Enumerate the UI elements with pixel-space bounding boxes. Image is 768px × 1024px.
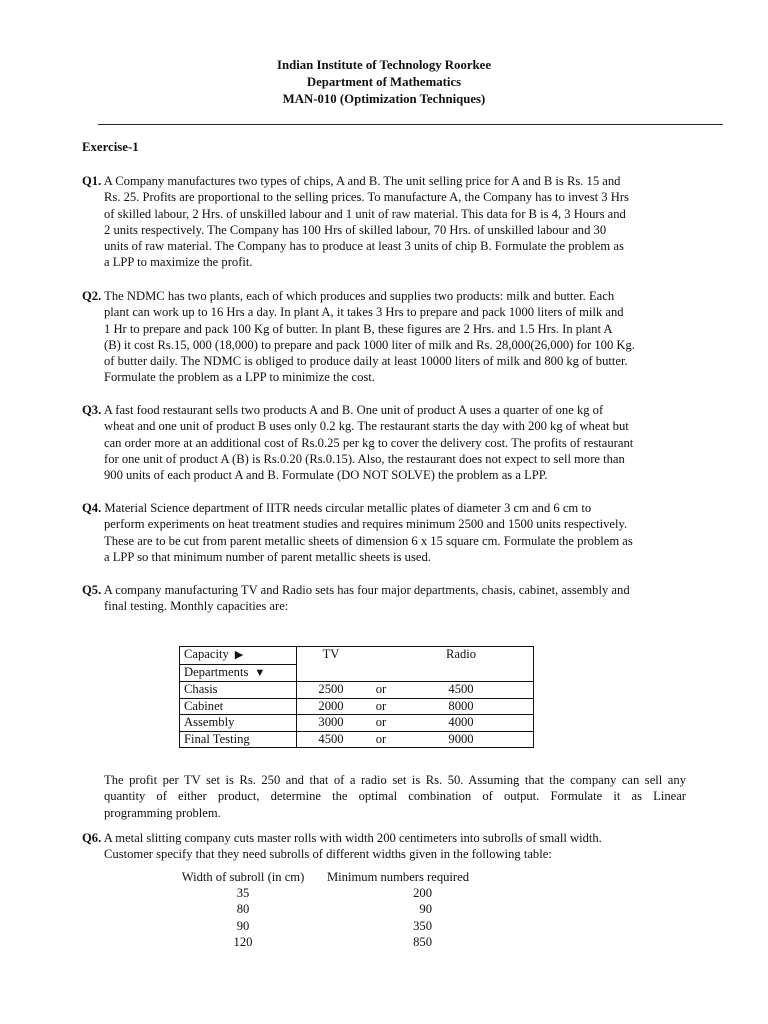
arrow-down-icon: ▼ [254,666,266,679]
question-number: Q2. [82,289,102,303]
question-line: The NDMC has two plants, each of which produces and supplies two products: milk and butter. Each [104,289,615,303]
header-divider [98,124,723,125]
radio-capacity: 4000 [448,715,474,729]
question-number: Q1. [82,174,102,188]
width-column-header: Width of subroll (in cm) [181,870,305,884]
paragraph-line: The profit per TV set is Rs. 250 and that of a radio set is Rs. 50. Assuming that the company can sell any [104,773,686,787]
question-number: Q5. [82,583,102,597]
question-line: A fast food restaurant sells two products A and B. One unit of product A uses a quarter of one kg of [103,403,604,417]
question-4 [82,500,688,565]
department-cell: Final Testing [180,731,297,748]
table-header-row [172,869,482,885]
question-number: Q3. [82,403,102,417]
radio-capacity: 8000 [448,698,474,713]
question-number: Q6. [82,831,102,845]
question-line: a LPP to maximize the profit. [104,255,253,270]
subroll-width: 90 [236,918,250,933]
or-text: or [375,731,387,746]
or-text: or [375,715,387,729]
tv-capacity: 2000 [318,698,344,713]
question-line: of skilled labour, 2 Hrs. of unskilled labour and 1 unit of raw material. This data for B is 4, 3 Hours and [104,206,626,221]
question-line: Material Science department of IITR needs circular metallic plates of diameter 3 cm and 6 cm to [104,501,592,515]
question-2 [82,288,688,386]
capacity-label-cell: Capacity ▶ [180,647,297,665]
capacity-table [179,646,534,748]
document-header [0,57,768,108]
tv-capacity: 2500 [318,682,344,696]
department-name: Department of Mathematics [306,75,462,89]
department-cell: Chasis [180,682,297,699]
question-1 [82,173,688,271]
table-row [172,901,482,917]
question-line: final testing. Monthly capacities are: [104,599,289,614]
question-line: (B) it cost Rs.15, 000 (18,000) to prepare and pack 1000 liter of milk and Rs. 28,000(26,000) for 100 Kg. [104,337,635,352]
radio-capacity: 9000 [448,731,474,746]
departments-label-cell: Departments ▼ [180,664,297,682]
question-line: plant can work up to 16 Hrs a day. In plant A, it takes 3 Hrs to prepare and pack 1000 liters of milk and [104,305,624,320]
radio-capacity: 4500 [448,682,474,696]
min-required: 350 [413,918,432,933]
tv-capacity: 3000 [318,715,344,729]
tv-capacity: 4500 [318,731,344,746]
min-required: 90 [419,902,432,917]
table-row [172,885,482,901]
question-line: units of raw material. The Company has to produce at least 3 units of chip B. Formulate the problem as [104,239,624,254]
paragraph-line: programming problem. [104,805,221,820]
department-cell: Assembly [180,715,297,732]
table-header-row [180,647,534,665]
institute-name: Indian Institute of Technology Roorkee [276,58,492,72]
radio-column-header: Radio [445,647,477,661]
question-line: 900 units of each product A and B. Formulate (DO NOT SOLVE) the problem as a LPP. [104,468,548,483]
paragraph-line: quantity of either product, determine the optimal combination of output. Formulate it as Linear [104,789,686,804]
course-title: MAN-010 (Optimization Techniques) [282,92,486,106]
question-line: A metal slitting company cuts master rolls with width 200 centimeters into subrolls of small width. [103,831,602,845]
table-row [180,715,534,732]
question-line: a LPP so that minimum number of parent metallic sheets is used. [104,549,431,564]
table-row [180,682,534,699]
table-row [172,918,482,934]
question-line: can order more at an additional cost of Rs.0.25 per kg to cover the delivery cost. The profits of restaurant [104,435,634,450]
table-row [172,934,482,950]
question-line: A company manufacturing TV and Radio sets has four major departments, chasis, cabinet, assembly and [103,583,630,597]
min-column-header: Minimum numbers required [326,870,469,884]
table-row [180,731,534,748]
subroll-width: 35 [236,886,250,901]
question-line: Rs. 25. Profits are proportional to the selling prices. To manufacture A, the Company has to invest 3 Hrs [104,190,629,205]
question-line: A Company manufactures two types of chips, A and B. The unit selling price for A and B is Rs. 15 and [103,174,621,188]
question-line: 1 Hr to prepare and pack 100 Kg of butter. In plant B, these figures are 2 Hrs. and 1.5 Hrs. In plant A [104,321,613,336]
question-3 [82,402,688,483]
question-line: perform experiments on heat treatment studies and requires minimum 2500 and 1500 units respectively. [104,517,628,532]
or-text: or [375,698,387,713]
question-line: for one unit of product A (B) is Rs.0.20 (Rs.0.15). Also, the restaurant does not expect to sell more than [104,451,625,466]
min-required: 200 [413,886,432,901]
question-6 [82,830,688,863]
question-number: Q4. [82,501,102,515]
question-line: of butter daily. The NDMC is obliged to produce daily at least 10000 liters of milk and 800 kg of butter. [104,354,628,369]
question-line: wheat and one unit of product B uses only 0.2 kg. The restaurant starts the day with 200 kg of wheat but [104,419,629,434]
min-required: 850 [413,934,432,949]
tv-column-header: TV [322,647,340,661]
table-row [180,698,534,715]
question-line: These are to be cut from parent metallic sheets of dimension 6 x 15 square cm. Formulate the problem as [104,533,633,548]
subroll-width: 120 [233,934,253,949]
department-cell: Cabinet [180,698,297,715]
question-line: Customer specify that they need subrolls of different widths given in the following table: [104,847,552,862]
arrow-right-icon: ▶ [234,649,244,661]
subroll-table [172,869,482,950]
question-line: 2 units respectively. The Company has 100 Hrs of skilled labour, 70 Hrs. of unskilled labour and 30 [104,222,607,237]
exercise-title: Exercise-1 [82,140,139,154]
column-header-cell [297,647,534,682]
q5-profit-paragraph [104,772,686,821]
subroll-width: 80 [236,902,250,917]
or-text: or [375,682,387,696]
question-5 [82,582,688,615]
question-line: Formulate the problem as a LPP to minimize the cost. [104,370,375,385]
